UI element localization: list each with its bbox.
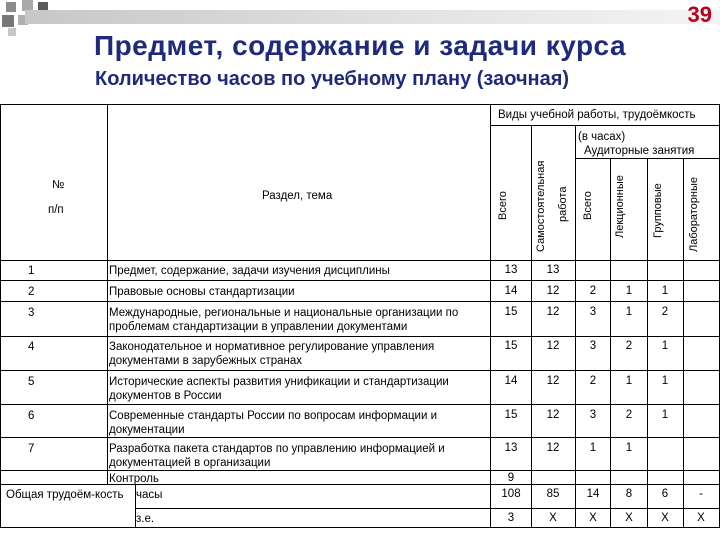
- header-num-sub: п/п: [48, 204, 64, 216]
- row-number: 1: [28, 265, 35, 277]
- row-lect: 1: [625, 285, 633, 297]
- row-self: 12: [546, 340, 560, 352]
- control-total: 9: [507, 472, 515, 484]
- header-types: Виды учебной работы, трудоёмкость: [498, 109, 696, 121]
- row-aud: 1: [589, 442, 597, 454]
- row-total: 15: [504, 340, 518, 352]
- summary-ze-lab: X: [697, 512, 705, 524]
- row-aud: 3: [589, 340, 597, 352]
- row-self: 12: [546, 285, 560, 297]
- row-total: 13: [504, 264, 518, 276]
- page-number: 39: [687, 2, 712, 27]
- summary-ze-lect: X: [625, 512, 633, 524]
- row-number: 3: [28, 307, 35, 319]
- header-hours: (в часах): [578, 131, 626, 143]
- row-group: 1: [661, 375, 669, 387]
- row-number: 2: [28, 286, 35, 298]
- row-title-cont: документов в России: [109, 390, 222, 402]
- row-self: 12: [546, 306, 560, 318]
- row-number: 7: [28, 443, 35, 455]
- header-self-2: работа: [557, 186, 569, 222]
- row-title-cont: документами в зарубежных странах: [109, 355, 303, 367]
- row-total: 14: [504, 285, 518, 297]
- header-lect: Лекционные: [614, 175, 626, 238]
- row-aud: 2: [589, 285, 597, 297]
- row-aud: 3: [589, 306, 597, 318]
- row-title: Предмет, содержание, задачи изучения дисциплины: [109, 265, 390, 277]
- header-total: Всего: [497, 191, 509, 220]
- row-self: 13: [546, 264, 560, 276]
- summary-ze-aud: X: [589, 512, 597, 524]
- summary-hours-total: 108: [501, 488, 521, 500]
- row-lect: 1: [625, 442, 633, 454]
- row-total: 14: [504, 375, 518, 387]
- summary-hours-lab: -: [699, 488, 703, 500]
- header-lab: Лабораторные: [688, 177, 700, 252]
- row-self: 12: [546, 409, 560, 421]
- row-title: Исторические аспекты развития унификации и стандартизации: [109, 376, 449, 388]
- row-self: 12: [546, 375, 560, 387]
- row-title: Правовые основы стандартизации: [109, 286, 295, 298]
- row-title-cont: проблемам стандартизации в управлении документами: [109, 321, 408, 333]
- row-title: Разработка пакета стандартов по управлению информацией и: [109, 443, 445, 455]
- row-lect: 2: [625, 409, 633, 421]
- summary-hours-lect: 8: [625, 488, 633, 500]
- row-number: 6: [28, 410, 35, 422]
- header-section: Раздел, тема: [262, 190, 333, 202]
- row-lect: 2: [625, 340, 633, 352]
- slide-subtitle: Количество часов по учебному плану (заочная): [95, 68, 570, 90]
- header-aud-total: Всего: [582, 191, 594, 220]
- summary-hours-label: часы: [136, 489, 163, 501]
- summary-hours-aud: 14: [586, 488, 600, 500]
- row-title: Законодательное и нормативное регулирование управления: [109, 341, 435, 353]
- summary-ze-self: X: [549, 512, 557, 524]
- row-total: 13: [504, 442, 518, 454]
- summary-hours-self: 85: [546, 488, 560, 500]
- row-title-cont: документации: [109, 424, 185, 436]
- summary-ze-label: з.е.: [136, 513, 155, 525]
- row-group: 2: [661, 306, 669, 318]
- row-self: 12: [546, 442, 560, 454]
- row-number: 5: [28, 376, 35, 388]
- summary-hours-group: 6: [661, 488, 669, 500]
- row-title-cont: документацией в организации: [109, 457, 271, 469]
- row-lect: 1: [625, 375, 633, 387]
- header-self-1: Самостоятельная: [535, 160, 547, 252]
- slide-title: Предмет, содержание и задачи курса: [93, 30, 627, 61]
- header-auditory: Аудиторные занятия: [584, 145, 695, 157]
- control-label: Контроль: [109, 473, 159, 485]
- row-number: 4: [28, 341, 35, 353]
- header-group: Групповые: [652, 183, 664, 238]
- row-title: Современные стандарты России по вопросам информации и: [109, 410, 438, 422]
- row-group: 1: [661, 285, 669, 297]
- row-total: 15: [504, 306, 518, 318]
- row-group: 1: [661, 340, 669, 352]
- row-aud: 3: [589, 409, 597, 421]
- row-title: Международные, региональные и национальные организации по: [109, 307, 459, 319]
- row-total: 15: [504, 409, 518, 421]
- summary-label: Общая трудоём-кость: [6, 489, 124, 501]
- row-group: 1: [661, 409, 669, 421]
- row-aud: 2: [589, 375, 597, 387]
- summary-ze-total: 3: [507, 512, 515, 524]
- summary-ze-group: X: [661, 512, 669, 524]
- header-num: №: [52, 179, 65, 191]
- row-lect: 1: [625, 306, 633, 318]
